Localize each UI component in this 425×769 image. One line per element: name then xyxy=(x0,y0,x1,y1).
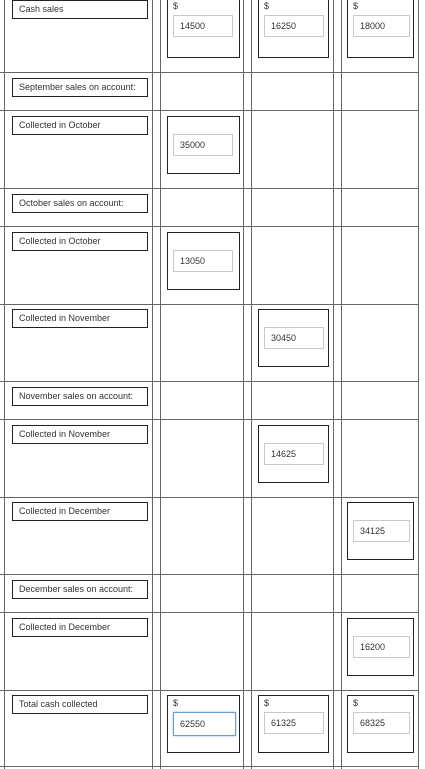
oct-collected-oct-input[interactable] xyxy=(173,250,233,272)
total-oct-cell xyxy=(167,695,240,753)
cash-sales-nov-cell xyxy=(258,0,329,58)
cash-sales-dec-cell xyxy=(347,0,414,58)
row-label-collected-december: Collected in December xyxy=(12,618,148,637)
nov-collected-nov-cell xyxy=(258,425,329,483)
row-label-november-sales: November sales on account: xyxy=(12,387,148,406)
currency-symbol: $ xyxy=(353,1,359,11)
sep-collected-oct-input[interactable] xyxy=(173,134,233,156)
row-label-december-sales: December sales on account: xyxy=(12,580,148,599)
row-label-total-cash-collected: Total cash collected xyxy=(12,695,148,714)
nov-collected-dec-input[interactable] xyxy=(353,520,410,542)
sep-collected-oct-cell xyxy=(167,116,240,174)
row-label-collected-december: Collected in December xyxy=(12,502,148,521)
total-dec-cell xyxy=(347,695,414,753)
currency-symbol: $ xyxy=(173,698,179,708)
dec-collected-dec-input[interactable] xyxy=(353,636,410,658)
nov-collected-dec-cell xyxy=(347,502,414,560)
total-oct-input[interactable] xyxy=(173,712,236,736)
cash-sales-dec-input[interactable] xyxy=(353,15,410,37)
currency-symbol: $ xyxy=(264,698,270,708)
currency-symbol: $ xyxy=(264,1,270,11)
total-dec-input[interactable] xyxy=(353,712,410,734)
row-label-collected-october: Collected in October xyxy=(12,232,148,251)
dec-collected-dec-cell xyxy=(347,618,414,676)
cash-sales-oct-input[interactable] xyxy=(173,15,233,37)
row-label-october-sales: October sales on account: xyxy=(12,194,148,213)
row-label-collected-november: Collected in November xyxy=(12,309,148,328)
oct-collected-nov-cell xyxy=(258,309,329,367)
row-label-september-sales: September sales on account: xyxy=(12,78,148,97)
nov-collected-nov-input[interactable] xyxy=(264,443,324,465)
currency-symbol: $ xyxy=(353,698,359,708)
cash-sales-oct-cell xyxy=(167,0,240,58)
row-label-cash-sales: Cash sales xyxy=(12,0,148,19)
cash-sales-nov-input[interactable] xyxy=(264,15,324,37)
total-nov-cell xyxy=(258,695,329,753)
row-label-collected-november: Collected in November xyxy=(12,425,148,444)
total-nov-input[interactable] xyxy=(264,712,324,734)
row-label-collected-october: Collected in October xyxy=(12,116,148,135)
oct-collected-nov-input[interactable] xyxy=(264,327,324,349)
currency-symbol: $ xyxy=(173,1,179,11)
oct-collected-oct-cell xyxy=(167,232,240,290)
